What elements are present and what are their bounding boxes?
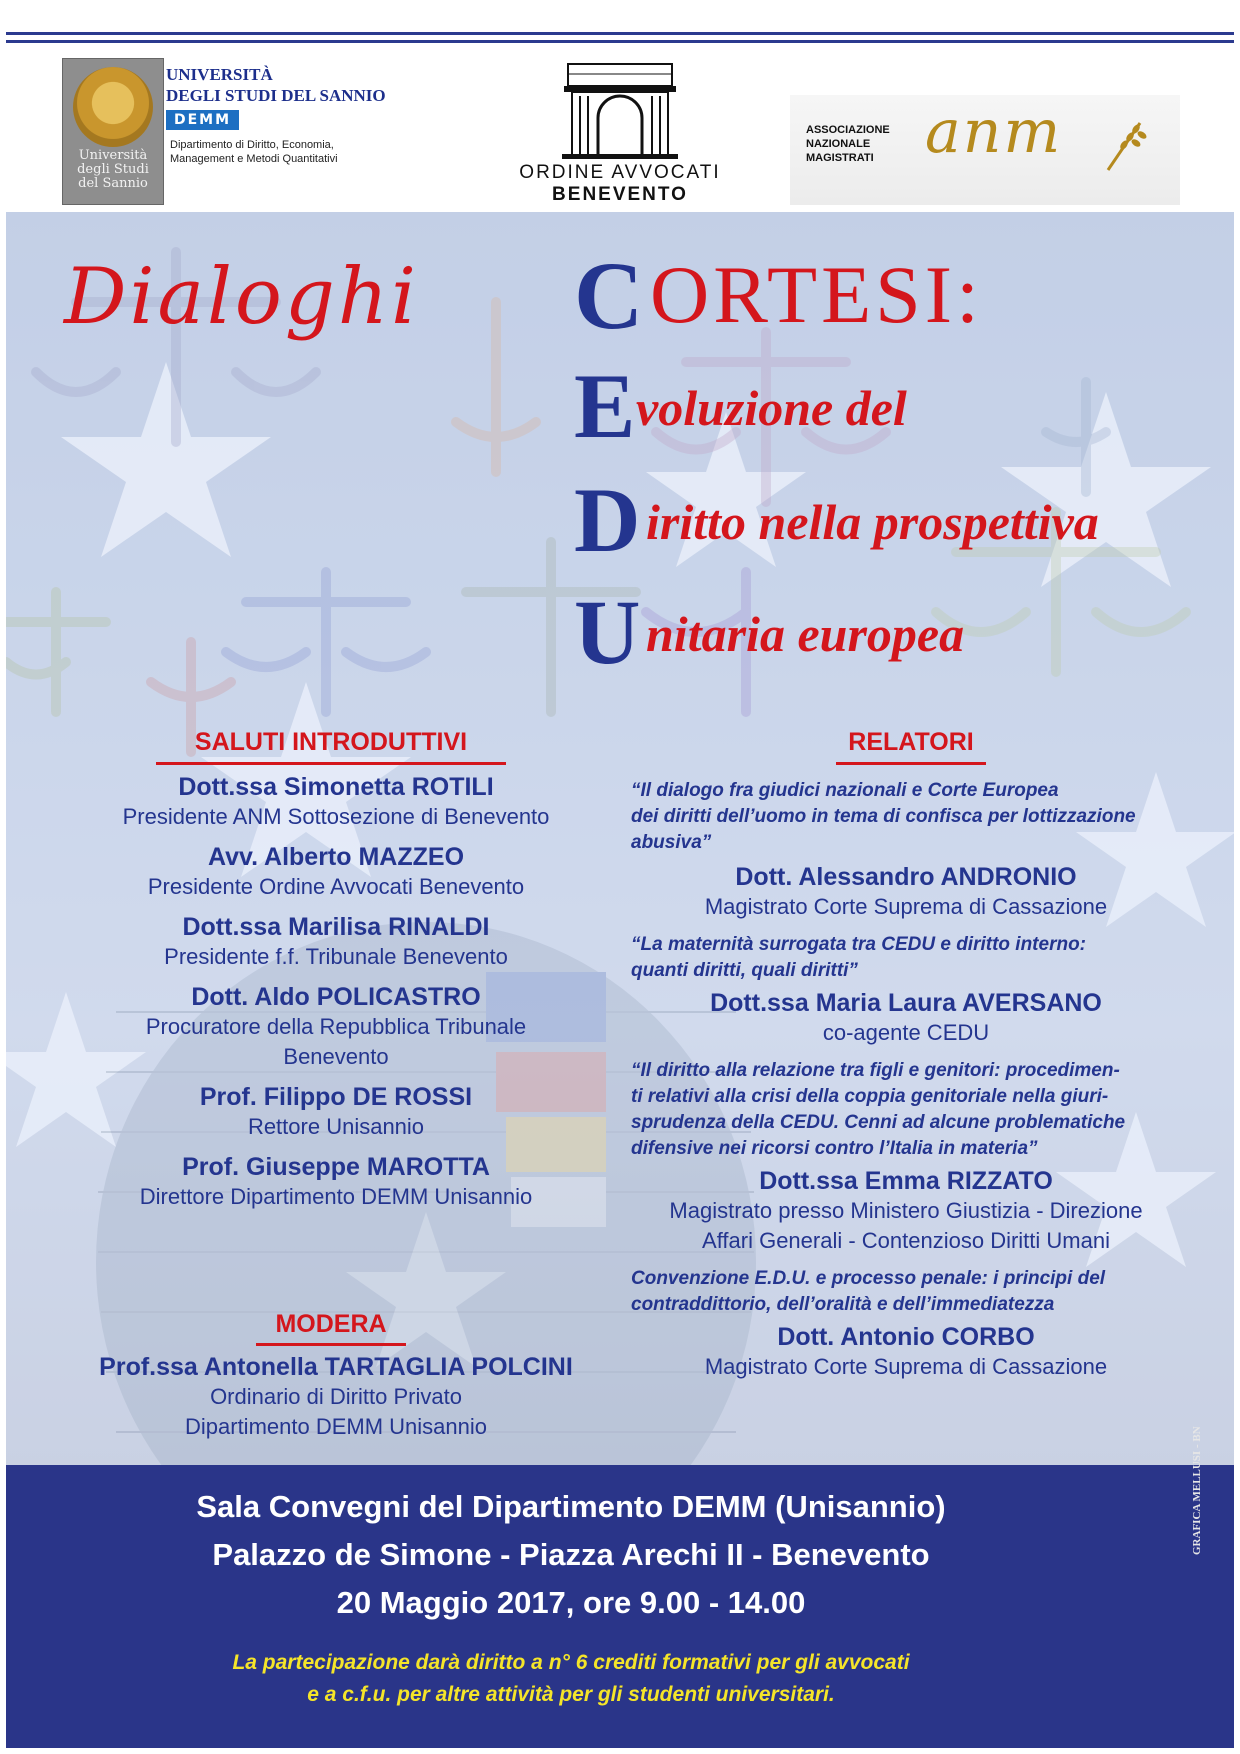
- person-role: Direttore Dipartimento DEMM Unisannio: [139, 1184, 533, 1209]
- credits-note-line-1: La partecipazione darà diritto a n° 6 crediti formativi per gli avvocati: [232, 1651, 910, 1674]
- person-name: Prof. Giuseppe MAROTTA: [182, 1153, 490, 1181]
- seal-text-line: Università: [78, 148, 148, 163]
- acronym-rest-e: voluzione del: [636, 380, 907, 436]
- talk: [631, 1266, 1181, 1382]
- title-dialoghi: Dialoghi: [64, 252, 420, 342]
- saluti-person: [66, 1152, 606, 1212]
- graphic-credit: GRAFICA MELLUSI - BN: [1191, 1426, 1203, 1555]
- seal-emblem-icon: [73, 67, 153, 147]
- talk: [631, 932, 1181, 1048]
- acronym-letter-d: D: [574, 469, 641, 571]
- person-name: Avv. Alberto MAZZEO: [207, 843, 465, 871]
- credits-note-line-2: e a c.f.u. per altre attività per gli studenti universitari.: [307, 1683, 835, 1706]
- person-name: Prof. Filippo DE ROSSI: [199, 1083, 473, 1111]
- person-name: Dott. Aldo POLICASTRO: [191, 983, 481, 1011]
- person-role: Presidente f.f. Tribunale Benevento: [164, 944, 508, 969]
- relatori-column: [631, 778, 1181, 1382]
- saluti-column: [66, 772, 606, 1212]
- person-role: Presidente ANM Sottosezione di Benevento: [122, 804, 550, 829]
- person-role: Benevento: [283, 1044, 389, 1069]
- arch-of-trajan-icon: [560, 60, 680, 160]
- person-role: Presidente Ordine Avvocati Benevento: [147, 874, 525, 899]
- moderator-name: Prof.ssa Antonella TARTAGLIA POLCINI: [99, 1353, 573, 1381]
- relatori-underline: [836, 762, 986, 765]
- venue-footer: [6, 1426, 1234, 1748]
- ordine-avvocati-logo: [500, 60, 740, 210]
- top-rule-1: [6, 32, 1234, 35]
- title-letter-c: C: [574, 242, 644, 349]
- title-ortesi: ORTESI:: [650, 249, 983, 340]
- person-name: Dott.ssa Simonetta ROTILI: [178, 773, 494, 801]
- speaker-role: Magistrato Corte Suprema di Cassazione: [704, 1354, 1108, 1379]
- date-line: 20 Maggio 2017, ore 9.00 - 14.00: [336, 1585, 806, 1620]
- saluti-person: [66, 772, 606, 832]
- saluti-person: [66, 842, 606, 902]
- saluti-person: [66, 912, 606, 972]
- talk-topic: “La maternità surrogata tra CEDU e diritto interno: quanti diritti, quali diritti”: [631, 934, 1087, 981]
- talk-topic: Convenzione E.D.U. e processo penale: i principi del contraddittorio, dell’oralità e dell’immediatezza: [631, 1268, 1106, 1315]
- speaker-role: co-agente CEDU: [822, 1020, 990, 1045]
- unisannio-logo: [62, 58, 412, 208]
- acronym-letter-e: E: [574, 355, 636, 457]
- saluti-heading: SALUTI INTRODUTTIVI: [194, 728, 468, 756]
- acronym-letter-u: U: [574, 581, 641, 683]
- speaker-name: Dott. Alessandro ANDRONIO: [735, 863, 1077, 891]
- relatori-heading: RELATORI: [848, 728, 974, 756]
- venue-line-1: Sala Convegni del Dipartimento DEMM (Unisannio): [196, 1489, 946, 1524]
- speaker-name: Dott.ssa Maria Laura AVERSANO: [710, 989, 1102, 1017]
- acronym-rest-d: iritto nella prospettiva: [646, 494, 1099, 550]
- moderator-role: Dipartimento DEMM Unisannio: [185, 1414, 487, 1439]
- person-name: Dott.ssa Marilisa RINALDI: [182, 913, 490, 941]
- speaker-role: Magistrato Corte Suprema di Cassazione: [704, 894, 1108, 919]
- ordine-line-1: ORDINE AVVOCATI: [519, 162, 721, 183]
- header-logos: [0, 40, 1240, 210]
- main-panel: [6, 212, 1234, 1467]
- speaker-role: Affari Generali - Contenzioso Diritti Umani: [702, 1228, 1110, 1253]
- venue-line-2: Palazzo de Simone - Piazza Arechi II - Benevento: [212, 1537, 930, 1572]
- speaker-role: Magistrato presso Ministero Giustizia - Direzione: [669, 1198, 1143, 1223]
- speaker-name: Dott. Antonio CORBO: [777, 1323, 1035, 1351]
- talk-topic: “Il diritto alla relazione tra figli e genitori: procedimen- ti relativi alla crisi della coppia genitoriale nella giuri- sprudenza della CEDU. Cenni ad alcune problematiche difensive nei ricorsi contro l’Italia in materia”: [631, 1060, 1126, 1159]
- person-role: Rettore Unisannio: [247, 1114, 425, 1139]
- anm-logo: [790, 95, 1180, 205]
- moderator-role: Ordinario di Diritto Privato: [210, 1384, 462, 1409]
- talk: [631, 1058, 1181, 1256]
- seal-text-line: del Sannio: [78, 176, 148, 191]
- demm-badge: DEMM: [166, 110, 239, 130]
- saluti-underline: [156, 762, 506, 765]
- acronym-rest-u: nitaria europea: [646, 606, 965, 662]
- anm-association-name: ASSOCIAZIONE NAZIONALE MAGISTRATI: [806, 124, 890, 164]
- university-name: UNIVERSITÀ DEGLI STUDI DEL SANNIO: [166, 65, 386, 105]
- saluti-person: [66, 982, 606, 1072]
- saluti-person: [66, 1082, 606, 1142]
- modera-underline: [256, 1343, 406, 1346]
- anm-wordmark: anm: [925, 97, 1063, 167]
- unisannio-seal: [62, 58, 164, 205]
- modera-column: [46, 1352, 626, 1442]
- wheat-icon: [1100, 115, 1150, 175]
- seal-text-line: degli Studi: [77, 162, 149, 177]
- department-description: Dipartimento di Diritto, Economia, Management e Metodi Quantitativi: [170, 139, 338, 165]
- ordine-line-2: BENEVENTO: [552, 184, 688, 205]
- talk-topic: “Il dialogo fra giudici nazionali e Corte Europea dei diritti dell’uomo in tema di confisca per lottizzazione abusiva”: [631, 780, 1136, 853]
- talk: [631, 778, 1181, 922]
- person-role: Procuratore della Repubblica Tribunale: [145, 1014, 527, 1039]
- speaker-name: Dott.ssa Emma RIZZATO: [759, 1167, 1053, 1195]
- modera-heading: MODERA: [275, 1310, 387, 1338]
